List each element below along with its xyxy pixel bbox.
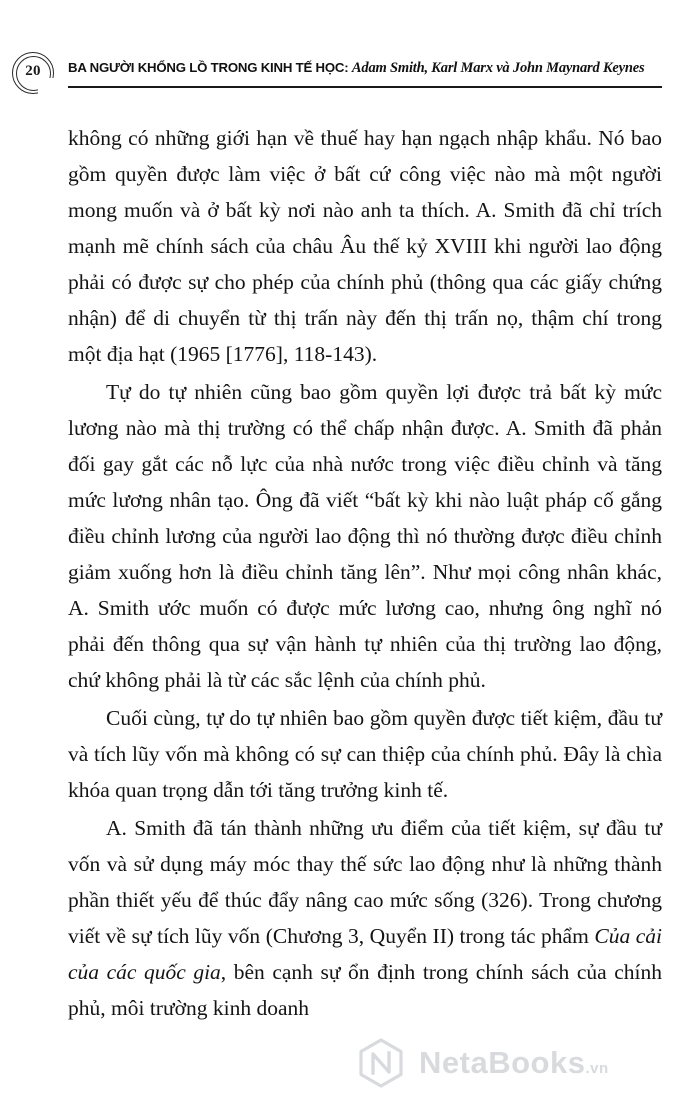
body-text-column (68, 120, 662, 1028)
paragraph-tail-text: , bên cạnh sự ổn định trong chính sách của chính phủ, môi trường kinh doanh (68, 960, 662, 1020)
paragraph-with-italic-title (68, 810, 662, 1026)
watermark (355, 1032, 675, 1094)
paragraph-lead-text: A. Smith đã tán thành những ưu điểm của tiết kiệm, sự đầu tư vốn và sử dụng máy móc thay thế sức lao động như là những thành phần thiết yếu để thúc đẩy nâng cao mức sống (326). Trong chương viết về sự tích lũy vốn (Chương 3, Quyển II) trong tác phẩm (68, 816, 662, 948)
paragraph: Tự do tự nhiên cũng bao gồm quyền lợi được trả bất kỳ mức lương nào mà thị trường có thể chấp nhận được. A. Smith đã phản đối gay gắt các nỗ lực của nhà nước trong việc điều chỉnh và tăng mức lương nhân tạo. Ông đã viết “bất kỳ khi nào luật pháp cố gắng điều chỉnh lương của người lao động thì nó thường được điều chỉnh giảm xuống hơn là điều chỉnh tăng lên”. Như mọi công nhân khác, A. Smith ước muốn có được mức lương cao, nhưng ông nghĩ nó phải đến thông qua sự vận hành tự nhiên của thị trường lao động, chứ không phải là từ các sắc lệnh của chính phủ. (68, 380, 662, 692)
folio-badge (12, 52, 56, 96)
page-header (0, 52, 700, 96)
folio-ring-cut (38, 78, 56, 96)
watermark-text (419, 1045, 609, 1081)
page-number: 20 (25, 63, 41, 79)
netabooks-hexagon-logo-icon (355, 1037, 407, 1089)
header-divider (68, 86, 662, 88)
paragraph: không có những giới hạn về thuế hay hạn ngạch nhập khẩu. Nó bao gồm quyền được làm việc ở bất cứ công việc nào mà một người mong muốn và ở bất kỳ nơi nào anh ta thích. A. Smith đã chỉ trích mạnh mẽ chính sách của châu Âu thế kỷ XVIII khi người lao động phải có được sự cho phép của chính phủ (thông qua các giấy chứng nhận) để di chuyển từ thị trấn này đến thị trấn nọ, thậm chí trong một địa hạt (1965 [1776], 118-143). (68, 126, 662, 366)
watermark-brand: NetaBooks (419, 1045, 586, 1080)
watermark-suffix: .vn (585, 1060, 609, 1077)
running-head-main: BA NGƯỜI KHỔNG LỒ TRONG KINH TẾ HỌC: (68, 60, 349, 75)
book-title-italic: Của cải của các quốc gia (68, 924, 662, 984)
running-head (68, 60, 662, 77)
paragraph: Cuối cùng, tự do tự nhiên bao gồm quyền được tiết kiệm, đầu tư và tích lũy vốn mà không có sự can thiệp của chính phủ. Đây là chìa khóa quan trọng dẫn tới tăng trưởng kinh tế. (68, 706, 662, 802)
running-head-subtitle: Adam Smith, Karl Marx và John Maynard Keynes (351, 60, 645, 76)
